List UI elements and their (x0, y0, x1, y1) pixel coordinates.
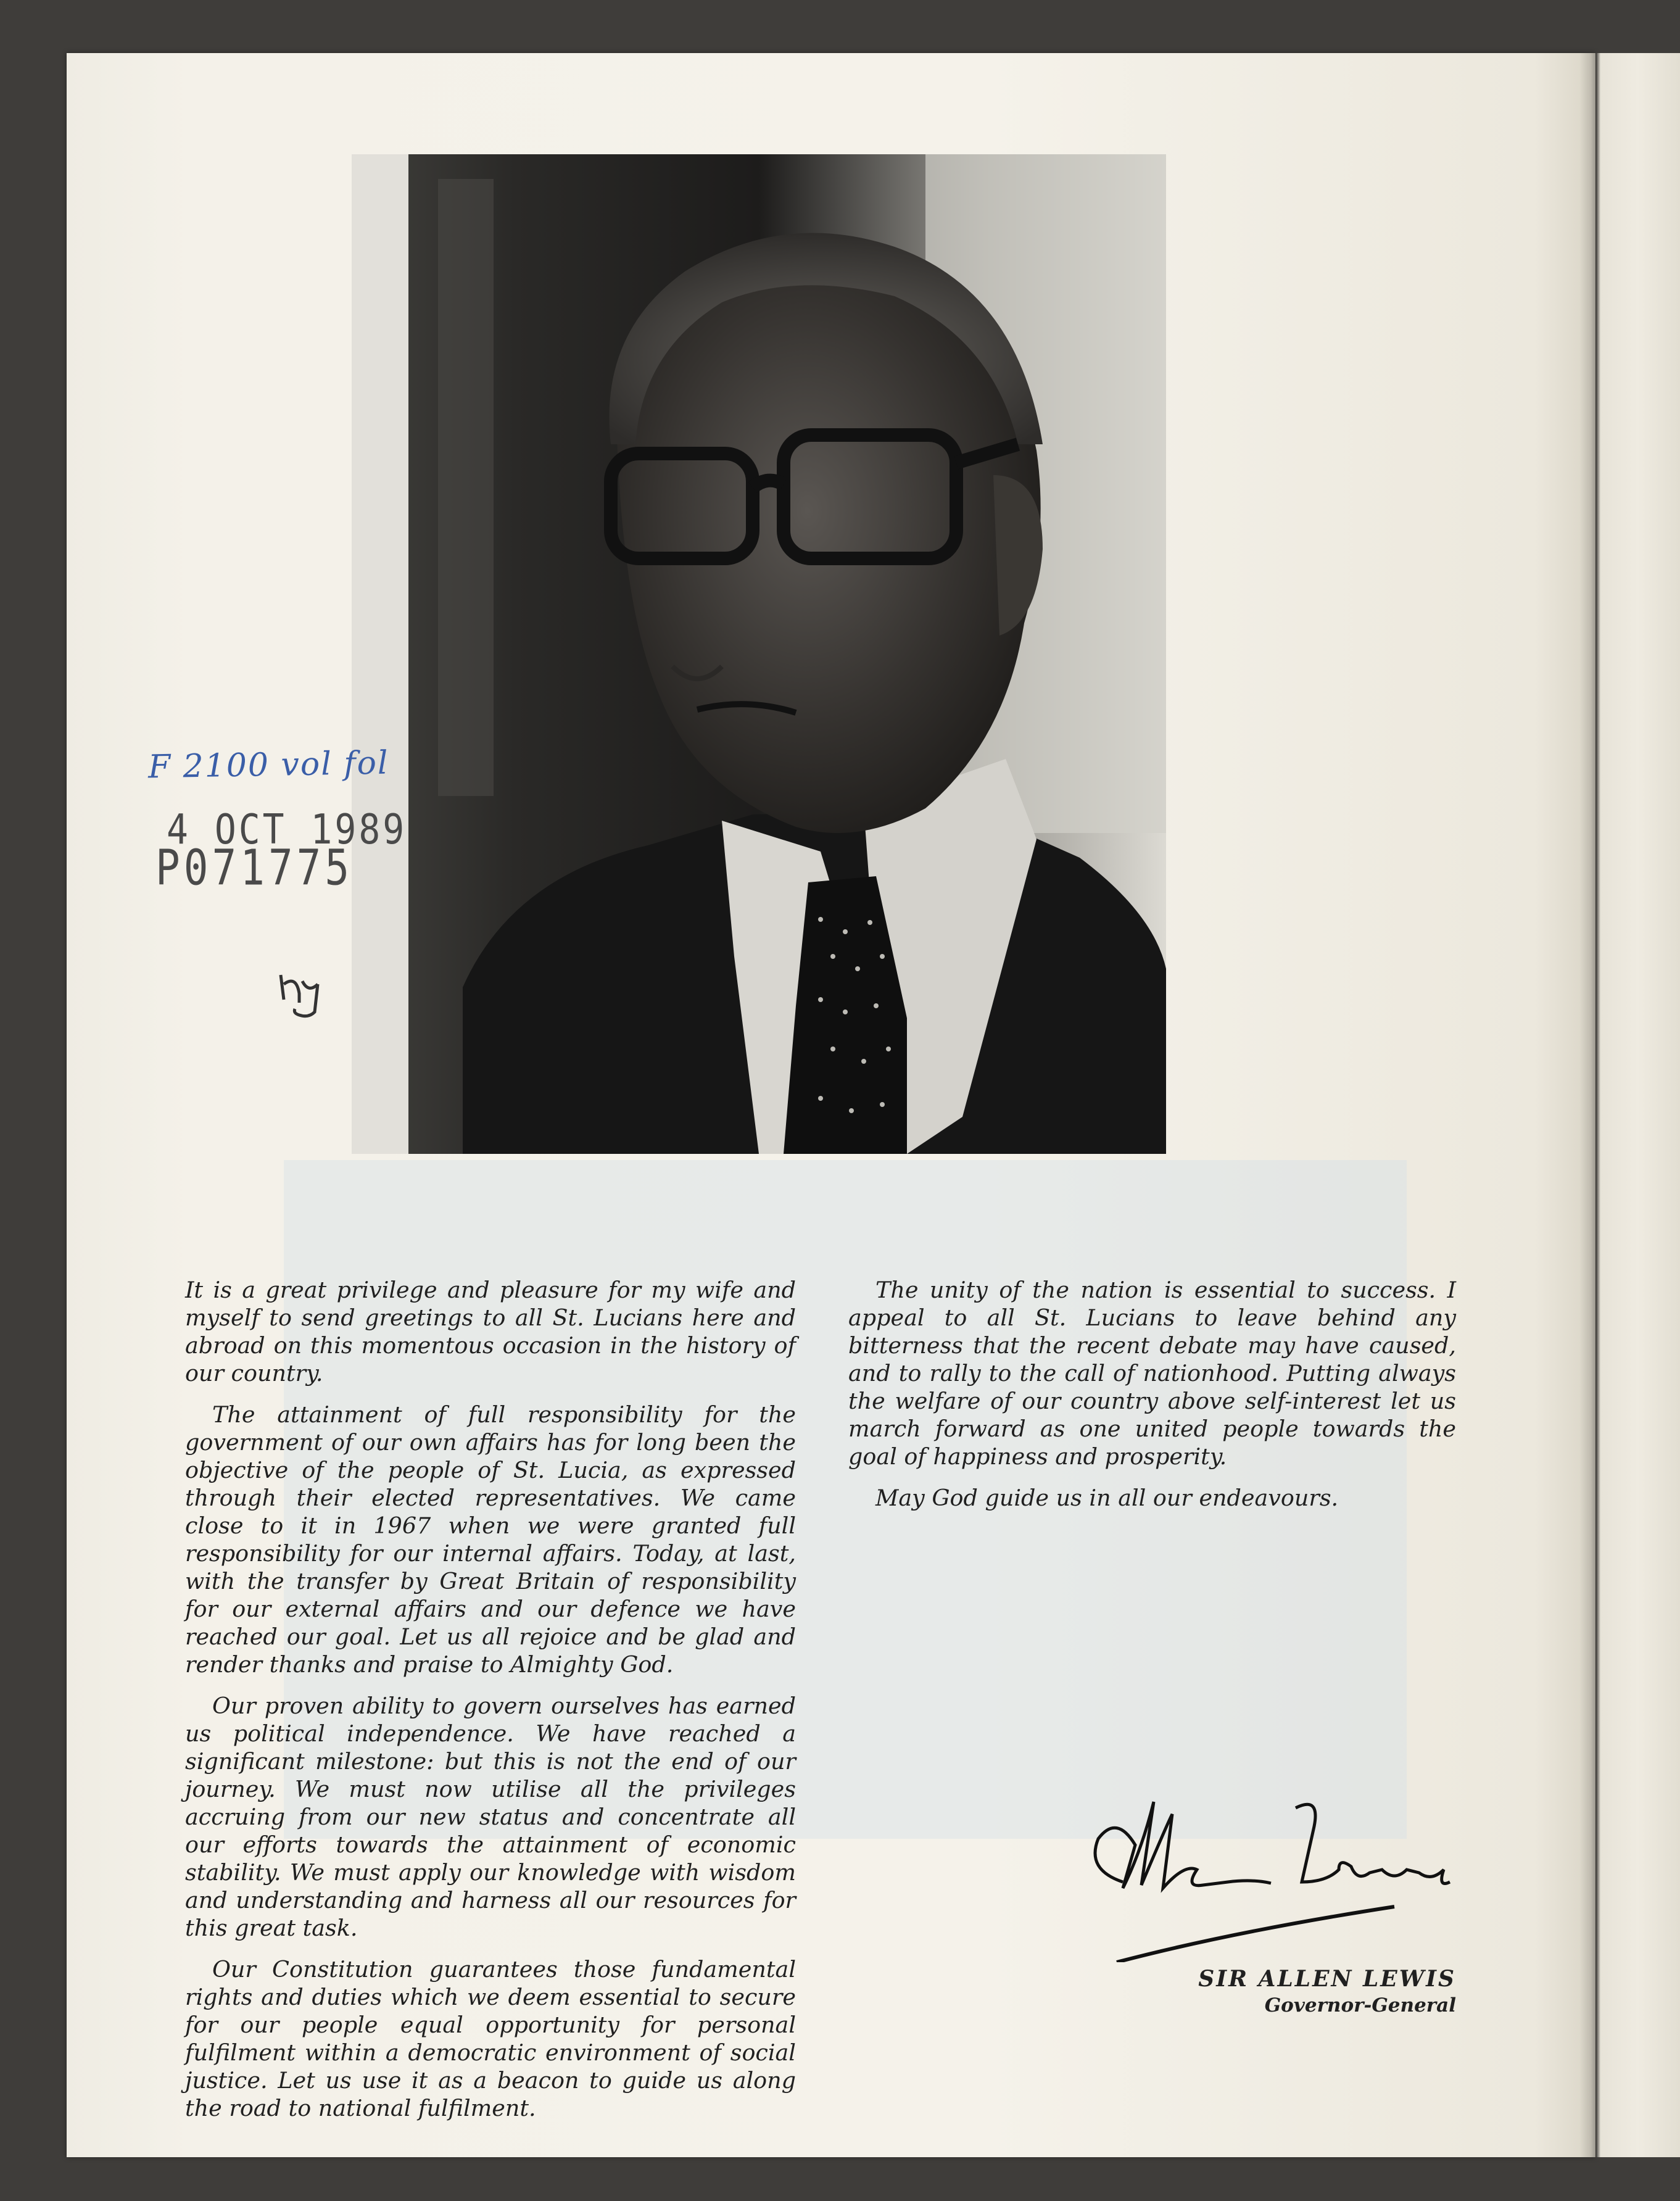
message-paragraph: The unity of the nation is essential to success. I appeal to all St. Lucians to leave behind any bitterness that the recent debate may have caused, and to rally to the call of nationhood. Putting always the welfare of our country above self-interest let us march forward as one united people towards the goal of happiness and prosperity. (848, 1277, 1456, 1470)
accession-date-stamp: 4 OCT 1989 (167, 805, 407, 854)
portrait-image (352, 154, 1166, 1154)
portrait-photo (352, 154, 1166, 1154)
signatory-name: SIR ALLEN LEWIS (1198, 1966, 1456, 1992)
signatory-title: Governor-General (1264, 1994, 1456, 2017)
message-paragraph: Our Constitution guarantees those fundamental rights and duties which we deem essential to secure for our people equal opportunity for personal fulfilment within a democratic environment of social justice. Let us use it as a beacon to guide us along the road to national fulfilment. (185, 1956, 796, 2121)
handwritten-initials (271, 956, 339, 1027)
message-right-column (848, 1276, 1456, 1525)
accession-number-stamp: P071775 (155, 839, 354, 897)
library-reference-note: F 2100 vol fol (147, 744, 390, 786)
message-paragraph: The attainment of full responsibility for the government of our own affairs has for long been the objective of the people of St. Lucia, as expressed through their elected representatives. We came close to it in 1967 when we were granted full responsibility for our internal affairs. Today, at last, with the transfer by Great Britain of responsibility for our external affairs and our defence we have reached our goal. Let us all rejoice and be glad and render thanks and praise to Almighty God. (185, 1401, 796, 1678)
message-paragraph: May God guide us in all our endeavours. (875, 1485, 1339, 1511)
handwritten-signature (1049, 1777, 1468, 1965)
message-paragraph: It is a great privilege and pleasure for my wife and myself to send greetings to all St. Lucians here and abroad on this momentous occasion in the history of our country. (185, 1277, 796, 1387)
facing-page-edge (1595, 53, 1680, 2157)
message-paragraph: Our proven ability to govern ourselves has earned us political independence. We have reached a significant milestone: but this is not the end of our journey. We must now utilise all the privileges accruing from our new status and concentrate all our efforts towards the attainment of economic stability. We must apply our knowledge with wisdom and understanding and harness all our resources for this great task. (185, 1693, 796, 1941)
message-left-column (185, 1276, 796, 2136)
